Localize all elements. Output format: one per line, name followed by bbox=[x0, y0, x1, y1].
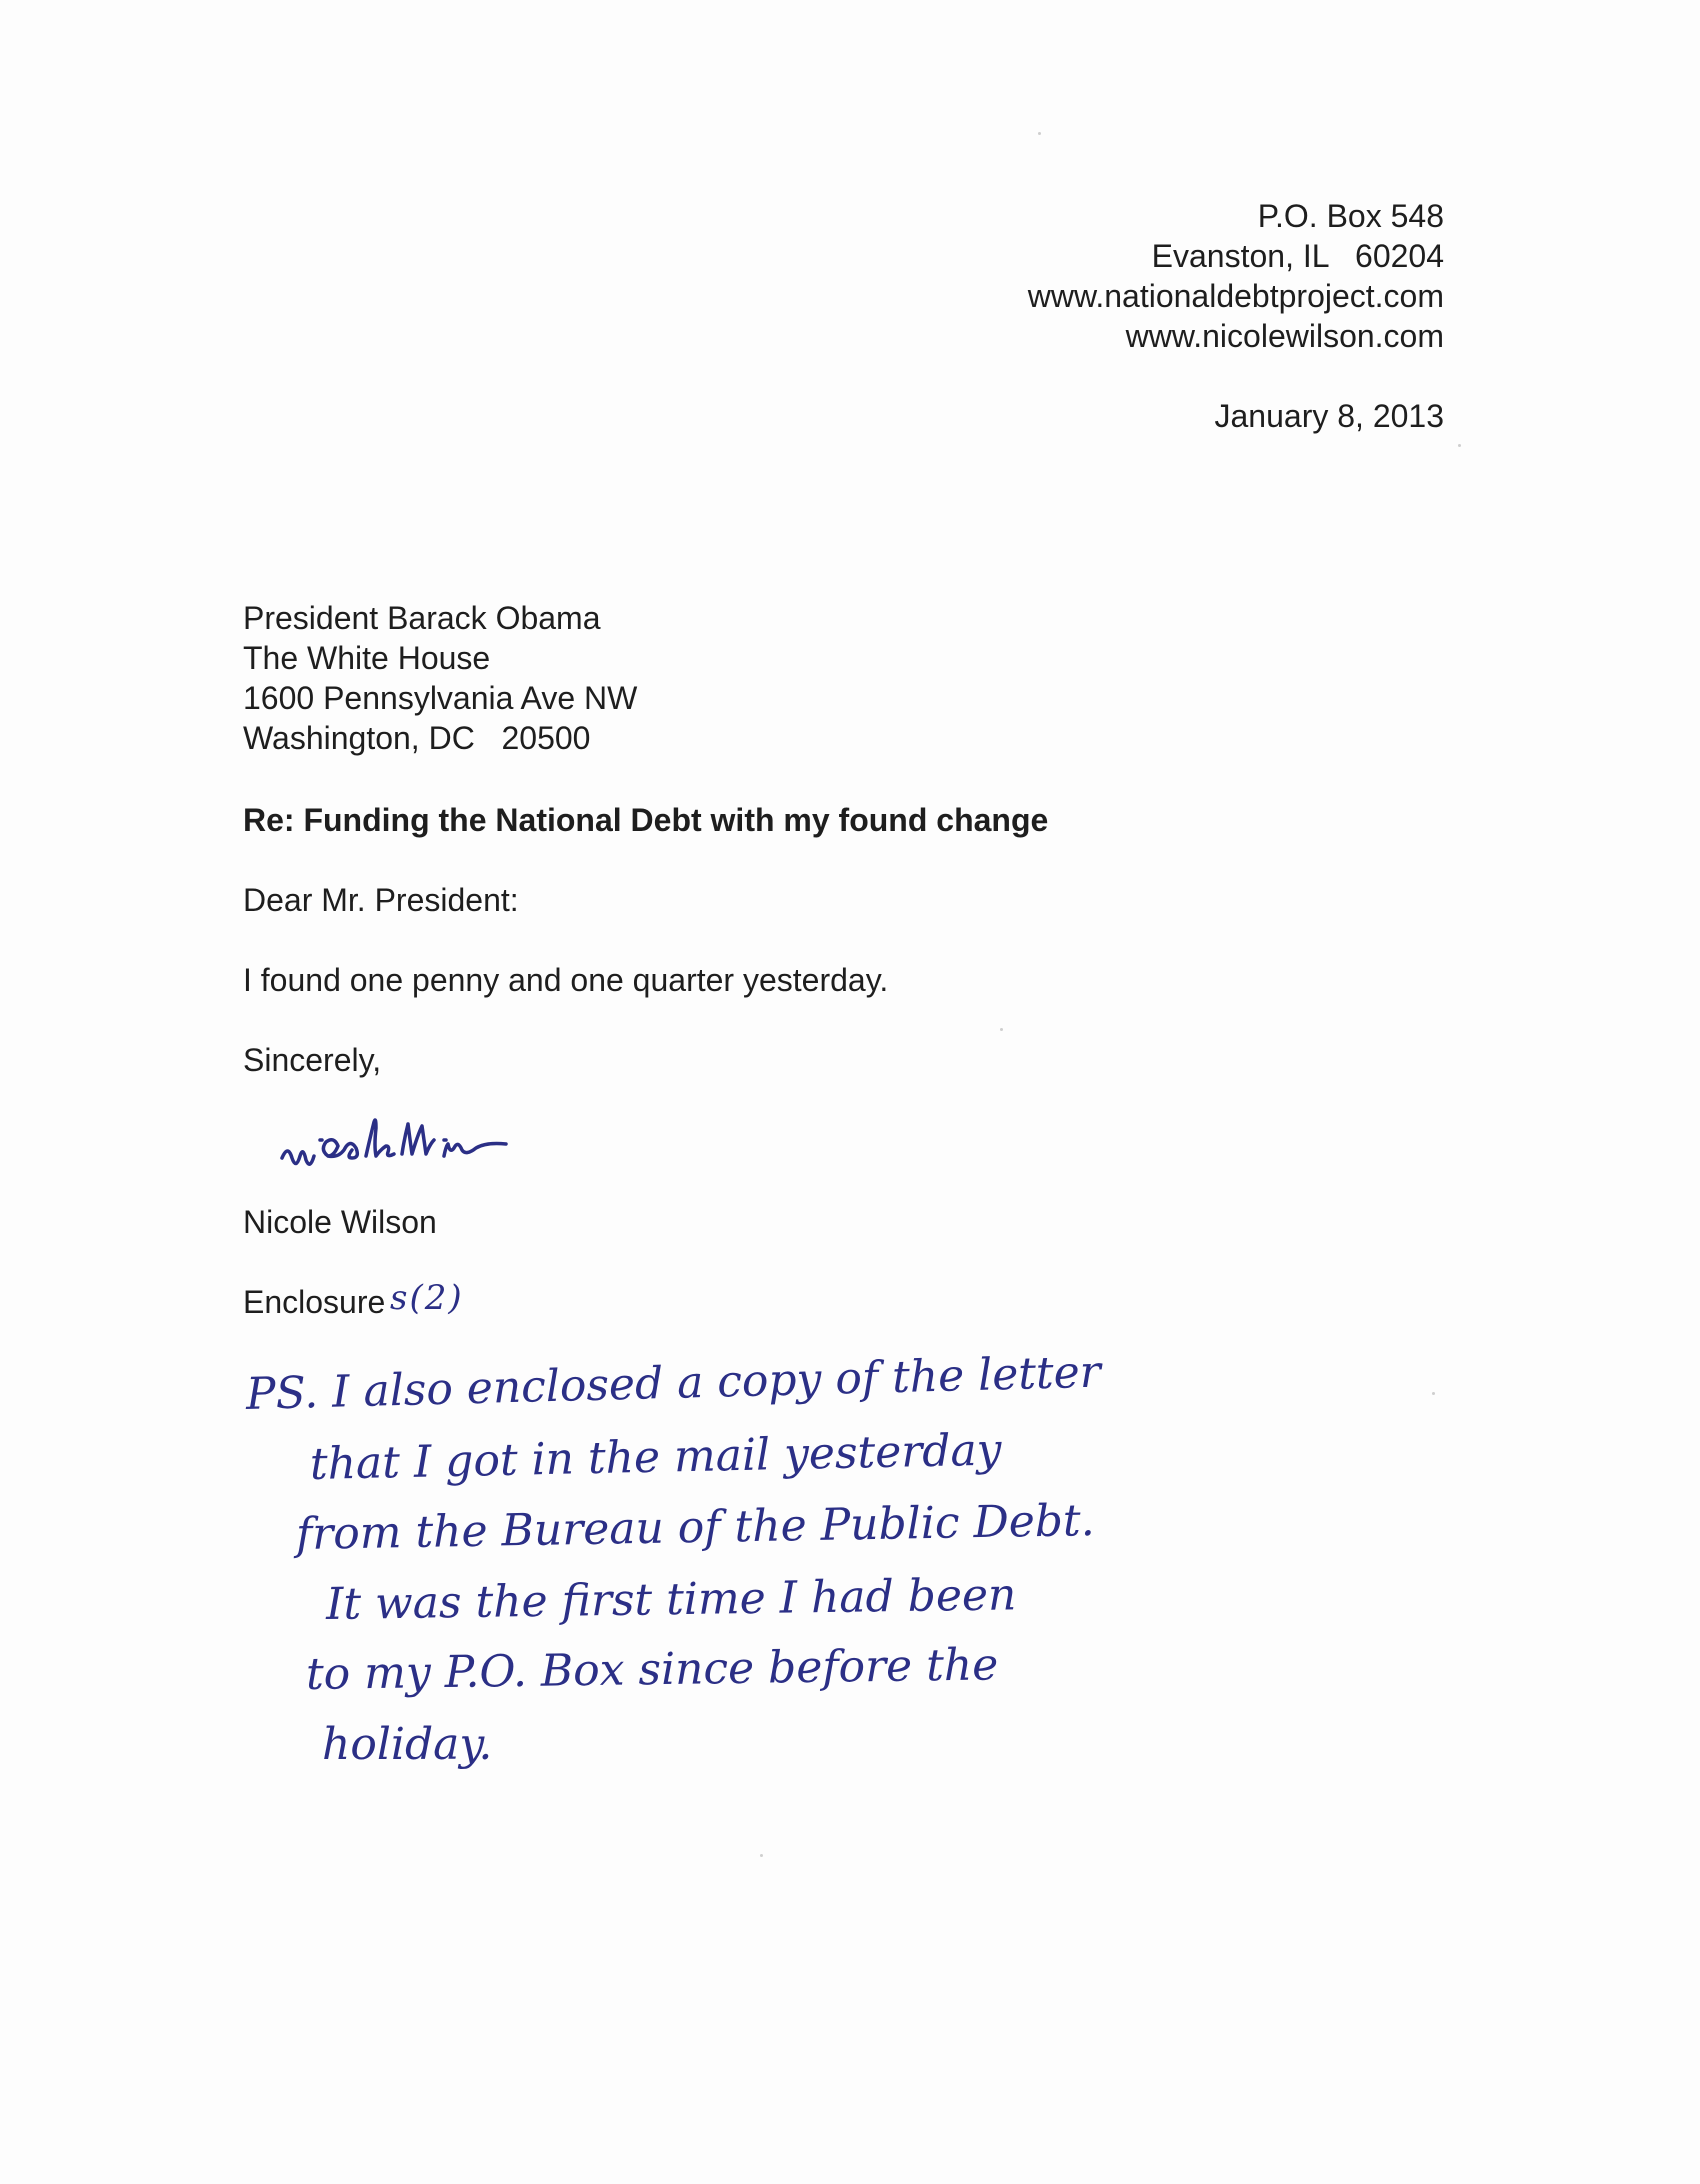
sender-city-state-zip: Evanston, IL 60204 bbox=[1151, 238, 1444, 274]
scan-speck bbox=[1432, 1392, 1435, 1395]
subject-line: Re: Funding the National Debt with my found change bbox=[243, 802, 1049, 838]
sender-po-box: P.O. Box 548 bbox=[1257, 198, 1444, 234]
scan-speck bbox=[1038, 132, 1041, 135]
scan-speck bbox=[760, 1854, 763, 1857]
enclosures-handwritten: s(2) bbox=[390, 1278, 464, 1318]
recipient-name: President Barack Obama bbox=[243, 600, 601, 636]
recipient-street: 1600 Pennsylvania Ave NW bbox=[243, 680, 638, 716]
handwritten-signature bbox=[280, 1100, 580, 1190]
sender-website-2: www.nicolewilson.com bbox=[1125, 318, 1444, 354]
body-paragraph: I found one penny and one quarter yesterday. bbox=[243, 962, 889, 998]
salutation: Dear Mr. President: bbox=[243, 882, 519, 918]
signer-name: Nicole Wilson bbox=[243, 1204, 437, 1240]
postscript-line: to my P.O. Box since before the bbox=[305, 1639, 999, 1700]
handwritten-postscript bbox=[245, 1346, 1396, 1780]
enclosures-typed: Enclosure bbox=[243, 1284, 386, 1320]
sender-website-1: www.nationaldebtproject.com bbox=[1027, 278, 1444, 314]
scan-speck bbox=[1458, 444, 1461, 447]
postscript-line: holiday. bbox=[322, 1719, 493, 1770]
recipient-org: The White House bbox=[243, 640, 491, 676]
postscript-line: that I got in the mail yesterday bbox=[309, 1424, 1002, 1490]
postscript-line: PS. I also enclosed a copy of the letter bbox=[245, 1346, 1102, 1420]
scan-speck bbox=[1000, 1028, 1003, 1031]
letter-date: January 8, 2013 bbox=[1214, 398, 1444, 434]
closing: Sincerely, bbox=[243, 1042, 382, 1078]
recipient-city-state-zip: Washington, DC 20500 bbox=[243, 720, 591, 756]
postscript-line: It was the first time I had been bbox=[325, 1569, 1017, 1630]
postscript-line: from the Bureau of the Public Debt. bbox=[295, 1495, 1096, 1560]
sender-address bbox=[1028, 196, 1444, 356]
recipient-address bbox=[243, 598, 637, 758]
